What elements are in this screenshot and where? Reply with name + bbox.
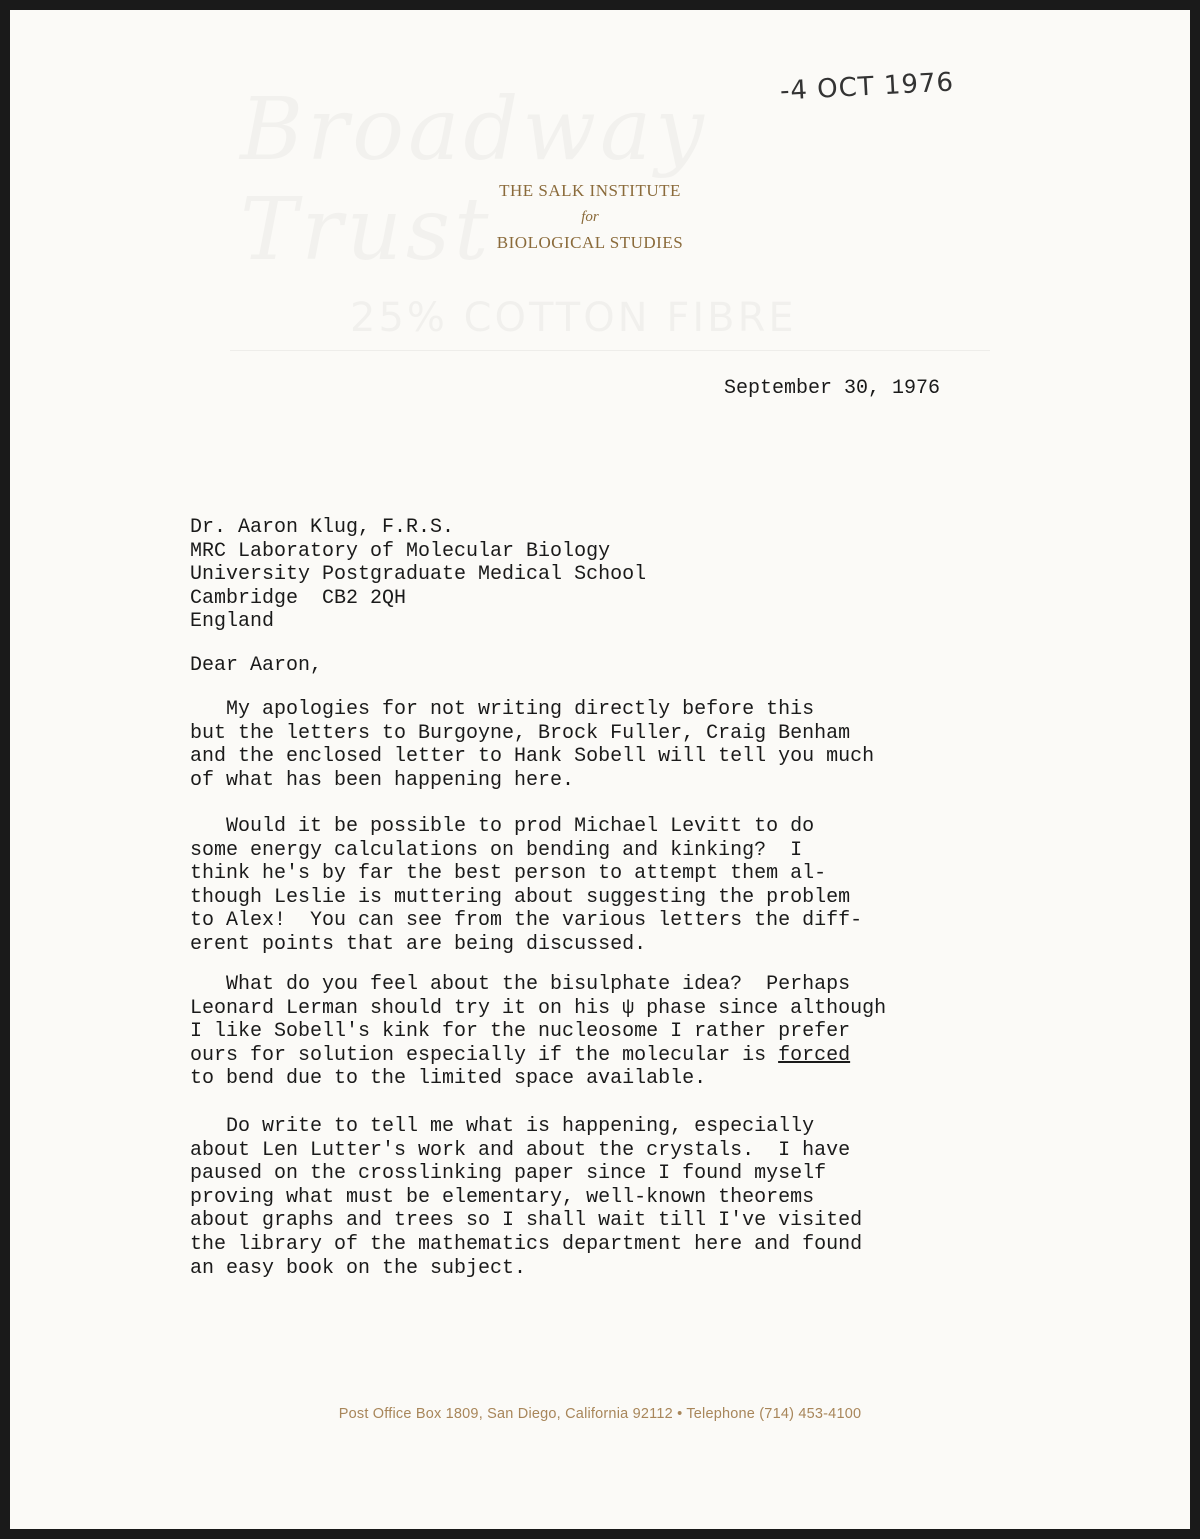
paragraph-line: the library of the mathematics department here and found xyxy=(190,1232,863,1256)
address-line: Dr. Aaron Klug, F.R.S. xyxy=(190,516,455,539)
paragraph-line: Do write to tell me what is happening, especially xyxy=(190,1115,815,1138)
letterhead xyxy=(410,178,770,256)
paragraph-line: My apologies for not writing directly before this xyxy=(190,698,815,721)
letterhead-line-3: BIOLOGICAL STUDIES xyxy=(496,233,684,252)
paragraph-line xyxy=(190,1044,886,1068)
paragraph-line: about graphs and trees so I shall wait till I've visited xyxy=(190,1209,863,1233)
paragraph-line: an easy book on the subject. xyxy=(190,1256,527,1280)
address-line: Cambridge CB2 2QH xyxy=(190,586,407,610)
underlined-word: forced xyxy=(778,1043,851,1067)
paragraph-line: What do you feel about the bisulphate idea? Perhaps xyxy=(190,973,851,996)
letterhead-footer: Post Office Box 1809, San Diego, California 92112 • Telephone (714) 453-4100 xyxy=(338,1406,862,1422)
paragraph-line: Leonard Lerman should try it on his ψ phase since although xyxy=(190,996,887,1020)
paragraph-line: to bend due to the limited space available. xyxy=(190,1067,707,1091)
paragraph-line: I like Sobell's kink for the nucleosome I rather prefer xyxy=(190,1020,851,1044)
paragraph-line: proving what must be elementary, well-known theorems xyxy=(190,1185,815,1209)
paragraph-4 xyxy=(190,1115,862,1280)
paragraph-line: about Len Lutter's work and about the crystals. I have xyxy=(190,1138,851,1162)
paragraph-line: though Leslie is muttering about suggesting the problem xyxy=(190,885,851,909)
letter-page xyxy=(10,10,1190,1529)
paragraph-line: some energy calculations on bending and kinking? I xyxy=(190,838,803,862)
paragraph-line: and the enclosed letter to Hank Sobell will tell you much xyxy=(190,745,875,769)
letterhead-line-1: THE SALK INSTITUTE xyxy=(499,181,681,200)
paragraph-line: paused on the crosslinking paper since I found myself xyxy=(190,1162,827,1186)
watermark-fibre xyxy=(350,295,797,341)
paragraph-line: to Alex! You can see from the various letters the diff- xyxy=(190,909,863,933)
letter-date: September 30, 1976 xyxy=(724,377,941,400)
line-text: ours for solution especially if the molecular is xyxy=(190,1043,779,1067)
received-date-stamp: -4 OCT 1976 xyxy=(779,67,955,107)
paragraph-line: but the letters to Burgoyne, Brock Fuller, Craig Benham xyxy=(190,721,851,745)
paragraph-3 xyxy=(190,973,886,1091)
paragraph-line: erent points that are being discussed. xyxy=(190,932,647,956)
paragraph-line: think he's by far the best person to attempt them al- xyxy=(190,862,827,886)
address-line: MRC Laboratory of Molecular Biology xyxy=(190,539,611,563)
address-line: England xyxy=(190,610,275,634)
salutation: Dear Aaron, xyxy=(190,654,323,677)
paragraph-line: Would it be possible to prod Michael Levitt to do xyxy=(190,815,815,838)
letterhead-line-2: for xyxy=(581,209,599,225)
watermark-rule xyxy=(230,350,990,351)
address-line: University Postgraduate Medical School xyxy=(190,563,647,587)
paragraph-2 xyxy=(190,815,862,957)
recipient-address xyxy=(190,516,646,634)
paragraph-1 xyxy=(190,698,874,792)
paragraph-line: of what has been happening here. xyxy=(190,768,575,792)
